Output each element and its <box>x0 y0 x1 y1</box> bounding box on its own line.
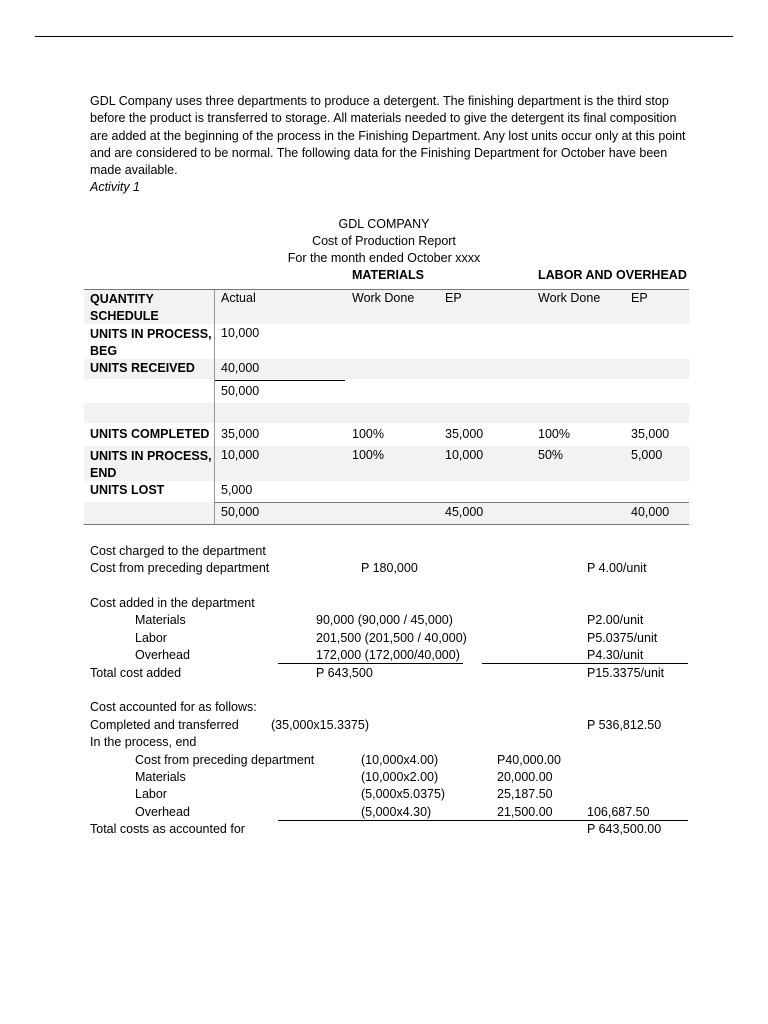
cost-labor-label: Labor <box>135 631 167 645</box>
completed-transferred-calc: (35,000x15.3375) <box>271 718 369 732</box>
materials-heading: MATERIALS <box>352 268 424 282</box>
total-accounted-label: Total costs as accounted for <box>90 822 245 836</box>
subtotal-rule <box>215 380 345 381</box>
units-completed-label: UNITS COMPLETED <box>90 427 210 441</box>
band-row <box>84 502 689 524</box>
units-received-actual: 40,000 <box>221 361 260 375</box>
units-received-label: UNITS RECEIVED <box>90 361 195 375</box>
cost-overhead-label: Overhead <box>135 648 190 662</box>
cost-preceding-amount: P 180,000 <box>361 561 418 575</box>
ip-total-amount: 106,687.50 <box>587 805 650 819</box>
total-cost-added-amount: P 643,500 <box>316 666 373 680</box>
intro-text: GDL Company uses three departments to produce a detergent. The finishing department is the third stop before the product is transferred to storage. All materials needed to give the detergent its final composition are added at the beginning of the process in the Finishing Department. Any lost units occur only at this point and are considered to be normal. The following data for the Finishing Department for October have been made available. <box>90 94 686 178</box>
labor-ep-header: EP <box>631 291 648 305</box>
accounted-total-rule <box>278 820 688 821</box>
total-accounted-amount: P 643,500.00 <box>587 822 662 836</box>
cost-overhead-amount: 172,000 (172,000/40,000) <box>316 648 460 662</box>
cost-added-rule <box>278 663 463 664</box>
ip-labor-amount: 25,187.50 <box>497 787 553 801</box>
activity-label: Activity 1 <box>90 180 141 195</box>
cost-materials-amount: 90,000 (90,000 / 45,000) <box>316 613 453 627</box>
units-total-materials-ep: 45,000 <box>445 505 484 519</box>
ip-labor-label: Labor <box>135 787 167 801</box>
completed-transferred-label: Completed and transferred <box>90 718 239 732</box>
units-completed-labor-ep: 35,000 <box>631 427 670 441</box>
units-total-labor-ep: 40,000 <box>631 505 670 519</box>
cost-labor-unit: P5.0375/unit <box>587 631 658 645</box>
ip-overhead-calc: (5,000x4.30) <box>361 805 432 819</box>
actual-column-header: Actual <box>221 291 256 305</box>
intro-paragraph <box>90 93 690 197</box>
ip-materials-calc: (10,000x2.00) <box>361 770 439 784</box>
top-rule <box>35 36 733 37</box>
units-completed-materials-work-done: 100% <box>352 427 384 441</box>
cost-overhead-unit: P4.30/unit <box>587 648 644 662</box>
actual-column-divider <box>214 290 215 524</box>
band-row <box>84 403 689 423</box>
quantity-schedule-label: QUANTITY SCHEDULE <box>90 292 159 323</box>
units-total-actual: 50,000 <box>221 505 260 519</box>
company-name: GDL COMPANY <box>338 217 430 231</box>
materials-work-done-header: Work Done <box>352 291 415 305</box>
accounted-heading: Cost accounted for as follows: <box>90 700 257 714</box>
cost-materials-unit: P2.00/unit <box>587 613 644 627</box>
units-in-process-end-labor-ep: 5,000 <box>631 448 663 462</box>
ip-preceding-amount: P40,000.00 <box>497 753 561 767</box>
units-lost-label: UNITS LOST <box>90 483 165 497</box>
materials-ep-header: EP <box>445 291 462 305</box>
units-completed-materials-ep: 35,000 <box>445 427 484 441</box>
table-bottom-border <box>84 524 689 525</box>
units-completed-labor-work-done: 100% <box>538 427 570 441</box>
ip-preceding-calc: (10,000x4.00) <box>361 753 439 767</box>
ip-overhead-label: Overhead <box>135 805 190 819</box>
ip-materials-label: Materials <box>135 770 186 784</box>
cost-preceding-label: Cost from preceding department <box>90 561 270 575</box>
cost-charged-heading: Cost charged to the department <box>90 544 266 558</box>
table-top-border <box>84 289 689 290</box>
cost-added-unit-rule <box>482 663 688 664</box>
cost-labor-amount: 201,500 (201,500 / 40,000) <box>316 631 467 645</box>
units-in-process-beg-actual: 10,000 <box>221 326 260 340</box>
units-lost-actual: 5,000 <box>221 483 253 497</box>
units-completed-actual: 35,000 <box>221 427 260 441</box>
total-cost-added-unit: P15.3375/unit <box>587 666 665 680</box>
cost-materials-label: Materials <box>135 613 186 627</box>
total-cost-added-label: Total cost added <box>90 666 182 680</box>
completed-transferred-amount: P 536,812.50 <box>587 718 662 732</box>
units-in-process-end-actual: 10,000 <box>221 448 260 462</box>
cost-added-heading: Cost added in the department <box>90 596 255 610</box>
ip-materials-amount: 20,000.00 <box>497 770 553 784</box>
labor-work-done-header: Work Done <box>538 291 601 305</box>
report-title: Cost of Production Report <box>312 234 456 248</box>
ip-labor-calc: (5,000x5.0375) <box>361 787 446 801</box>
report-period: For the month ended October xxxx <box>287 251 481 265</box>
units-subtotal: 50,000 <box>221 384 260 398</box>
units-in-process-end-materials-ep: 10,000 <box>445 448 484 462</box>
total-rule <box>214 502 689 503</box>
in-process-end-label: In the process, end <box>90 735 197 749</box>
labor-overhead-heading: LABOR AND OVERHEAD <box>538 268 687 282</box>
units-in-process-beg-label: UNITS IN PROCESS, BEG <box>90 327 212 358</box>
units-in-process-end-labor-work-done: 50% <box>538 448 564 462</box>
cost-preceding-unit: P 4.00/unit <box>587 561 647 575</box>
ip-preceding-label: Cost from preceding department <box>135 753 315 767</box>
ip-overhead-amount: 21,500.00 <box>497 805 553 819</box>
units-in-process-end-materials-work-done: 100% <box>352 448 384 462</box>
units-in-process-end-label: UNITS IN PROCESS, END <box>90 449 212 480</box>
